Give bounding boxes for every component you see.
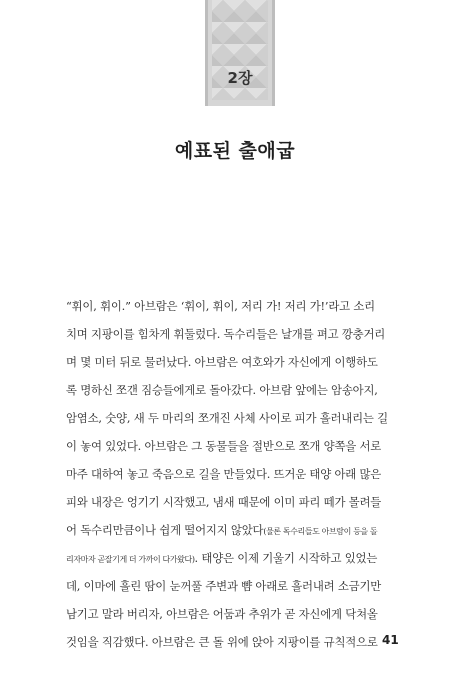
body-line: 암염소, 숫양, 새 두 마리의 쪼개진 사체 사이로 피가 흘러내리는 길 xyxy=(66,411,388,425)
body-line: 치며 지팡이를 힘차게 휘둘렀다. 독수리들은 날개를 펴고 깡충거리 xyxy=(66,327,386,341)
body-line: 마주 대하여 놓고 죽음으로 길을 만들었다. 뜨거운 태양 아래 많은 xyxy=(66,467,382,481)
body-line: 피와 내장은 엉기기 시작했고, 냄새 때문에 이미 파리 떼가 몰려들 xyxy=(66,495,382,509)
body-line: 남기고 말라 버리자, 아브람은 어둠과 추위가 곧 자신에게 닥쳐올 xyxy=(66,607,378,621)
chapter-badge xyxy=(205,0,275,106)
body-line xyxy=(66,544,402,572)
footnote-text: (물론 독수리들도 아브람이 등을 돌 xyxy=(263,527,378,536)
body-line: 며 몇 미터 뒤로 물러났다. 아브람은 여호와가 자신에게 이행하도 xyxy=(66,355,378,369)
body-line xyxy=(66,516,402,544)
body-line: 것임을 직감했다. 아브람은 큰 돌 위에 앉아 지팡이를 규칙적으로 xyxy=(66,635,378,649)
body-text: . 태양은 이제 기울기 시작하고 있었는 xyxy=(194,551,378,565)
body-line: 록 명하신 쪼갠 짐승들에게로 돌아갔다. 아브람 앞에는 암송아지, xyxy=(66,383,378,397)
body-line: “휘이, 휘이.” 아브람은 ‘휘이, 휘이, 저리 가! 저리 가!’라고 소리 xyxy=(66,299,375,313)
body-line: 데, 이마에 흘린 땀이 눈꺼풀 주변과 뺨 아래로 흘러내려 소금기만 xyxy=(66,579,382,593)
body-text: 어 독수리만큼이나 쉽게 떨어지지 않았다 xyxy=(66,523,264,537)
body-paragraph xyxy=(66,292,402,656)
page-number: 41 xyxy=(382,633,399,647)
chapter-title: 예표된 출애굽 xyxy=(174,140,296,162)
footnote-text: 리자마자 곧잘기게 더 가까이 다가왔다) xyxy=(66,555,195,564)
chapter-number: 2장 xyxy=(227,69,253,87)
body-line: 이 놓여 있었다. 아브람은 그 동물들을 절반으로 쪼개 양쪽을 서로 xyxy=(66,439,382,453)
